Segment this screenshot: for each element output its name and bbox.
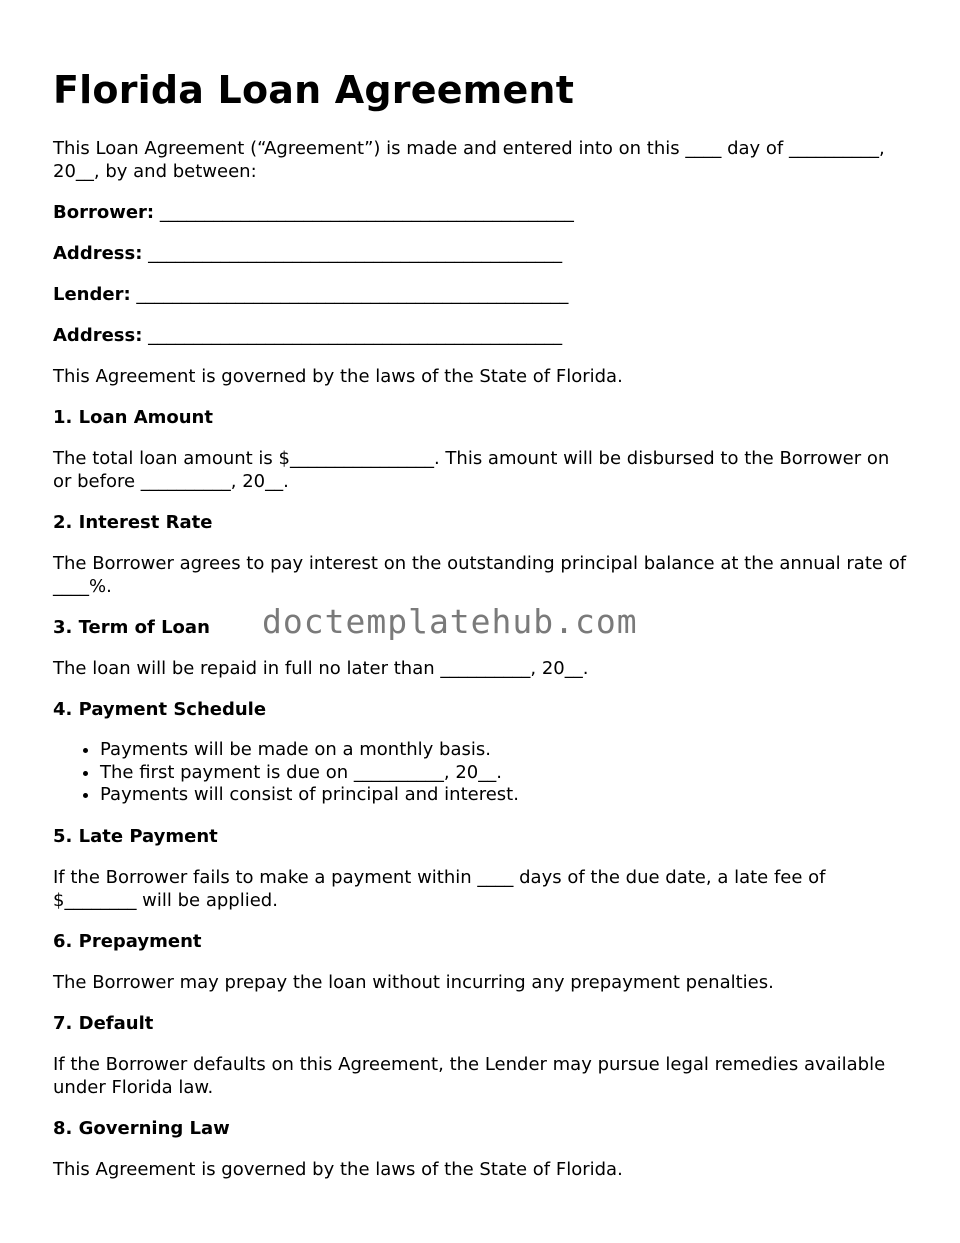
section-text-governing-law: This Agreement is governed by the laws of the State of Florida. — [53, 1158, 623, 1180]
list-item: • Payments will be made on a monthly basis. — [100, 739, 913, 762]
section-heading-prepayment: 6. Prepayment — [53, 930, 202, 952]
section-heading-interest-rate: 2. Interest Rate — [53, 512, 213, 533]
section-heading-late-payment: 5. Late Payment — [53, 825, 218, 847]
section-text-prepayment: The Borrower may prepay the loan without incurring any prepayment penalties. — [53, 971, 774, 993]
section-heading-governing-law: 8. Governing Law — [53, 1117, 230, 1139]
section-text-late-payment: If the Borrower fails to make a payment within ____ days of the due date, a late fee of $________ will be applied. — [53, 866, 826, 911]
section-heading-term: 3. Term of Loan — [53, 617, 210, 638]
intro-paragraph: This Loan Agreement (“Agreement”) is made and entered into on this ____ day of __________, 20__, by and between: — [53, 138, 885, 182]
watermark: doctemplatehub.com — [262, 602, 638, 641]
borrower-address-blank: ______________________________________________ — [148, 243, 563, 264]
lender-field — [53, 283, 913, 306]
lender-label: Lender: — [53, 284, 131, 305]
lender-address-blank: ______________________________________________ — [148, 325, 563, 346]
borrower-label: Borrower: — [53, 202, 155, 223]
section-text-default: If the Borrower defaults on this Agreement, the Lender may pursue legal remedies available under Florida law. — [53, 1053, 886, 1098]
section-heading-loan-amount: 1. Loan Amount — [53, 407, 213, 428]
section-text-term: The loan will be repaid in full no later than __________, 20__. — [53, 658, 589, 679]
section-text-interest-rate: The Borrower agrees to pay interest on the outstanding principal balance at the annual rate of ____%. — [53, 553, 907, 597]
list-item: • The first payment is due on __________, 20__. — [100, 762, 913, 785]
section-heading-payment-schedule: 4. Payment Schedule — [53, 699, 267, 720]
document-title: Florida Loan Agreement — [53, 68, 575, 112]
lender-address-field — [53, 324, 913, 347]
lender-address-label: Address: — [53, 325, 143, 346]
borrower-field — [53, 201, 913, 224]
borrower-address-label: Address: — [53, 243, 143, 264]
lender-blank: ________________________________________________ — [136, 284, 569, 305]
governed-intro: This Agreement is governed by the laws of the State of Florida. — [53, 366, 623, 387]
payment-schedule-list — [53, 739, 913, 807]
borrower-address-field — [53, 242, 913, 265]
section-text-loan-amount: The total loan amount is $________________. This amount will be disbursed to the Borrower on or before __________, 20__. — [53, 448, 890, 492]
list-item: • Payments will consist of principal and interest. — [100, 784, 913, 807]
borrower-blank: ______________________________________________ — [159, 202, 574, 223]
section-heading-default: 7. Default — [53, 1012, 154, 1034]
